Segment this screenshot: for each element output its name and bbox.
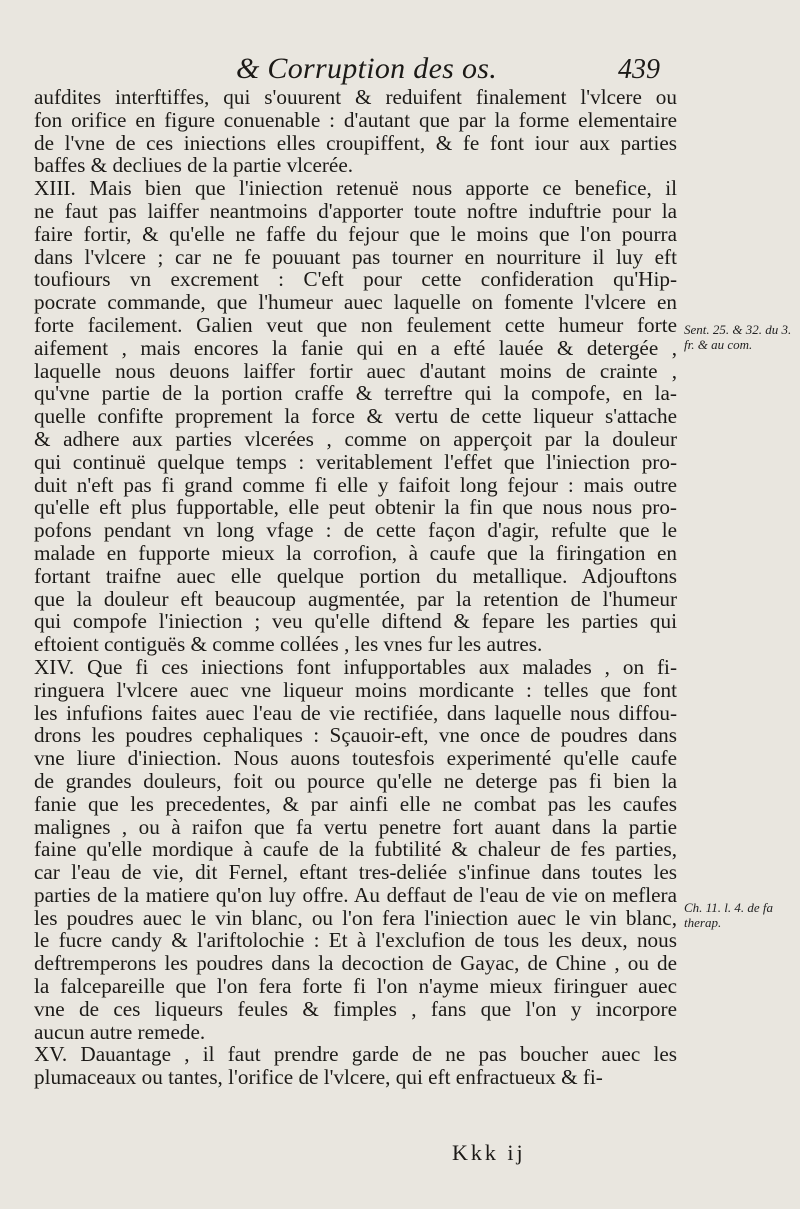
text-line: vne de ces liqueurs feules & fimples , fans que l'on y incorpore <box>34 996 677 1021</box>
text-line: faire fortir, & qu'elle ne faffe du fejour que le moins que l'on pourra <box>34 221 677 246</box>
margin-note-galien: Sent. 25. & 32. du 3. fr. & au com. <box>684 322 792 352</box>
body-text <box>34 86 677 1089</box>
text-line: aifement , mais encores la fanie qui en a efté lauée & detergée , <box>34 335 677 360</box>
text-line: ringuera l'vlcere auec vne liqueur moins mordicante : telles que font <box>34 677 677 702</box>
text-line: duit n'eft pas fi grand comme fi elle y faifoit long fejour : mais outre <box>34 472 677 497</box>
text-line: fortant traifne auec elle quelque portion du metallique. Adjouftons <box>34 563 677 588</box>
text-line: & adhere aux parties vlcerées , comme on apperçoit par la douleur <box>34 426 677 451</box>
text-line: plumaceaux ou tantes, l'orifice de l'vlcere, qui eft enfractueux & fi- <box>34 1065 603 1090</box>
text-line: qu'elle eft plus fupportable, elle peut obtenir la fin que nous nous pro- <box>34 495 677 520</box>
margin-note-fernel: Ch. 11. l. 4. de fa therap. <box>684 900 773 930</box>
text-line: XIV. Que fi ces iniections font infupportables aux malades , on fi- <box>34 654 677 679</box>
running-header <box>0 50 800 90</box>
running-title: & Corruption des os. <box>236 52 498 85</box>
text-line: fon orifice en figure conuenable : d'autant que par la forme elementaire <box>34 107 677 132</box>
text-line: qui compofe l'iniection ; veu qu'elle diftend & fepare les parties qui <box>34 609 677 634</box>
text-line: la falcepareille que l'on fera forte fi l'on n'ayme mieux firinguer auec <box>34 974 677 999</box>
text-line: drons les poudres cephaliques : Sçauoir-eft, vne once de poudres dans <box>34 723 677 748</box>
text-line: pofons pendant vn long vfage : de cette façon d'agir, refulte que le <box>34 518 677 543</box>
text-line: le fucre candy & l'ariftolochie : Et à l'exclufion de tous les deux, nous <box>34 928 677 953</box>
text-line: malignes , ou à raifon que fa vertu penetre fort auant dans la partie <box>34 814 677 839</box>
text-line: eftoient contiguës & comme collées , les vnes fur les autres. <box>34 632 543 657</box>
text-line: parties de la matiere qu'on luy offre. Au deffaut de l'eau de vie on meflera <box>34 882 677 907</box>
signature-mark: Kkk ij <box>452 1140 526 1165</box>
text-line: aufdites interftiffes, qui s'ouurent & reduifent finalement l'vlcere ou <box>34 85 677 109</box>
text-line: aucun autre remede. <box>34 1019 206 1044</box>
text-line: car l'eau de vie, dit Fernel, eftant tres-deliée s'infinue dans toutes les <box>34 860 677 885</box>
text-line: dans l'vlcere ; car ne fe pouuant pas tourner en nourriture il luy eft <box>34 244 677 269</box>
text-line: qui continuë quelque temps : veritablement l'effet que l'iniection pro- <box>34 449 677 474</box>
text-line: deftremperons les poudres dans la decoction de Gayac, de Chine , ou de <box>34 951 677 976</box>
text-line: faine qu'elle mordique à caufe de la fubtilité & chaleur de fes parties, <box>34 837 677 862</box>
text-line: forte facilement. Galien veut que non feulement cette humeur forte <box>34 312 677 337</box>
text-line: pocrate commande, que l'humeur auec laquelle on fomente l'vlcere en <box>34 290 677 315</box>
text-line: vne liure d'iniection. Nous auons toutesfois experimenté qu'elle caufe <box>34 746 677 771</box>
text-line: malade en fupporte mieux la corrofion, à caufe que la firingation en <box>34 540 677 565</box>
page-number: 439 <box>618 54 660 85</box>
text-line: toufiours vn excrement : C'eft pour cette confideration qu'Hip- <box>34 267 677 292</box>
text-line: laquelle nous deuons laiffer fortir auec d'autant moins de crainte , <box>34 358 677 383</box>
text-line: baffes & decliues de la partie vlcerée. <box>34 153 354 178</box>
text-line: qu'vne partie de la portion craffe & terreftre qui la compofe, en la- <box>34 381 677 406</box>
text-line: les poudres auec le vin blanc, ou l'on fera l'iniection auec le vin blanc, <box>34 905 677 930</box>
text-line: XIII. Mais bien que l'iniection retenuë nous apporte ce benefice, il <box>34 176 677 201</box>
text-line: fanie que les precedentes, & par ainfi elle ne combat pas les caufes <box>34 791 677 816</box>
text-line: quelle confifte proprement la force & vertu de cette liqueur s'attache <box>34 404 677 429</box>
text-line: les infufions faites auec l'eau de vie rectifiée, dans laquelle nous diffou- <box>34 700 677 725</box>
text-line: XV. Dauantage , il faut prendre garde de ne pas boucher auec les <box>34 1042 677 1067</box>
text-line: de l'vne de ces iniections elles croupiffent, & fe font iour aux parties <box>34 130 677 155</box>
text-line: que la douleur eft beaucoup augmentée, par la retention de l'humeur <box>34 586 677 611</box>
text-line: ne faut pas laiffer neantmoins d'apporter toute noftre induftrie pour la <box>34 198 677 223</box>
text-line: de grandes douleurs, foit ou pource qu'elle ne deterge pas fi bien la <box>34 768 677 793</box>
